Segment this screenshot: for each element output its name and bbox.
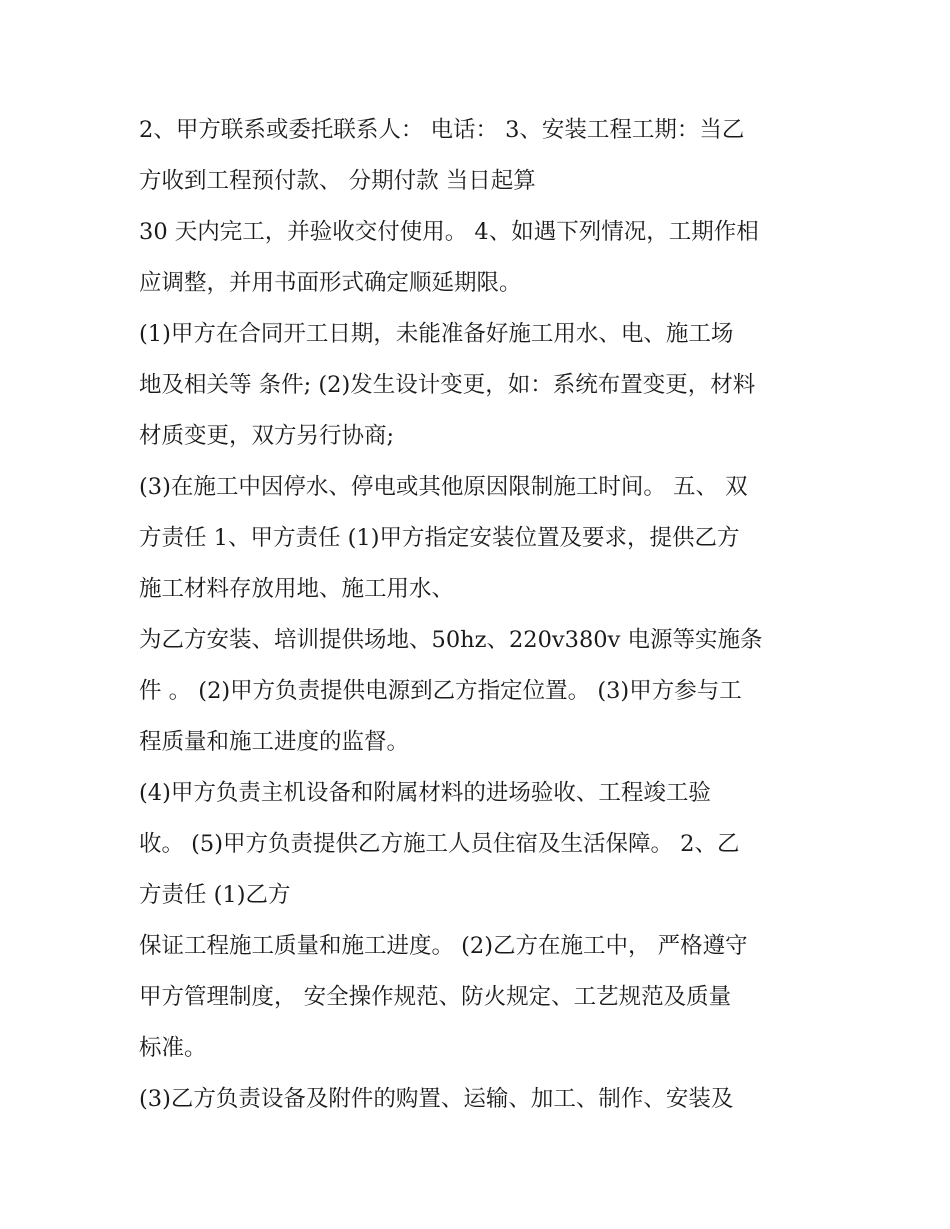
text-line: 收。 (5)甲方负责提供乙方施工人员住宿及生活保障。 2、乙 bbox=[139, 831, 740, 857]
text-line: 地及相关等 条件; (2)发生设计变更，如：系统布置变更，材料 bbox=[139, 372, 756, 398]
text-line: 方收到工程预付款、 分期付款 当日起算 bbox=[139, 168, 536, 194]
text-line: 程质量和施工进度的监督。 bbox=[139, 729, 410, 755]
text-line: 方责任 1、甲方责任 (1)甲方指定安装位置及要求，提供乙方 bbox=[139, 525, 740, 551]
text-line: 甲方管理制度， 安全操作规范、防火规定、工艺规范及质量 bbox=[139, 984, 732, 1010]
text-line: 应调整，并用书面形式确定顺延期限。 bbox=[139, 270, 522, 296]
text-line: 保证工程施工质量和施工进度。 (2)乙方在施工中， 严格遵守 bbox=[139, 933, 748, 959]
text-line: 30 天内完工，并验收交付使用。 4、如遇下列情况，工期作相 bbox=[139, 219, 759, 245]
text-line: (3)在施工中因停水、停电或其他原因限制施工时间。 五、 双 bbox=[139, 474, 748, 500]
text-line: 方责任 (1)乙方 bbox=[139, 882, 291, 908]
text-line: 2、甲方联系或委托联系人： 电话： 3、安装工程工期：当乙 bbox=[139, 117, 745, 143]
text-line: 件 。 (2)甲方负责提供电源到乙方指定位置。 (3)甲方参与工 bbox=[139, 678, 742, 704]
text-line: 为乙方安装、培训提供场地、50hz、220v380v 电源等实施条 bbox=[139, 627, 763, 653]
text-line: 施工材料存放用地、施工用水、 bbox=[139, 576, 455, 602]
text-line: 材质变更，双方另行协商; bbox=[139, 423, 395, 449]
contract-text-body bbox=[139, 105, 819, 1125]
text-line: 标准。 bbox=[139, 1035, 207, 1061]
text-line: (1)甲方在合同开工日期，未能准备好施工用水、电、施工场 bbox=[139, 321, 734, 347]
text-line: (4)甲方负责主机设备和附属材料的进场验收、工程竣工验 bbox=[139, 780, 711, 806]
text-line: (3)乙方负责设备及附件的购置、运输、加工、制作、安装及 bbox=[139, 1086, 734, 1112]
